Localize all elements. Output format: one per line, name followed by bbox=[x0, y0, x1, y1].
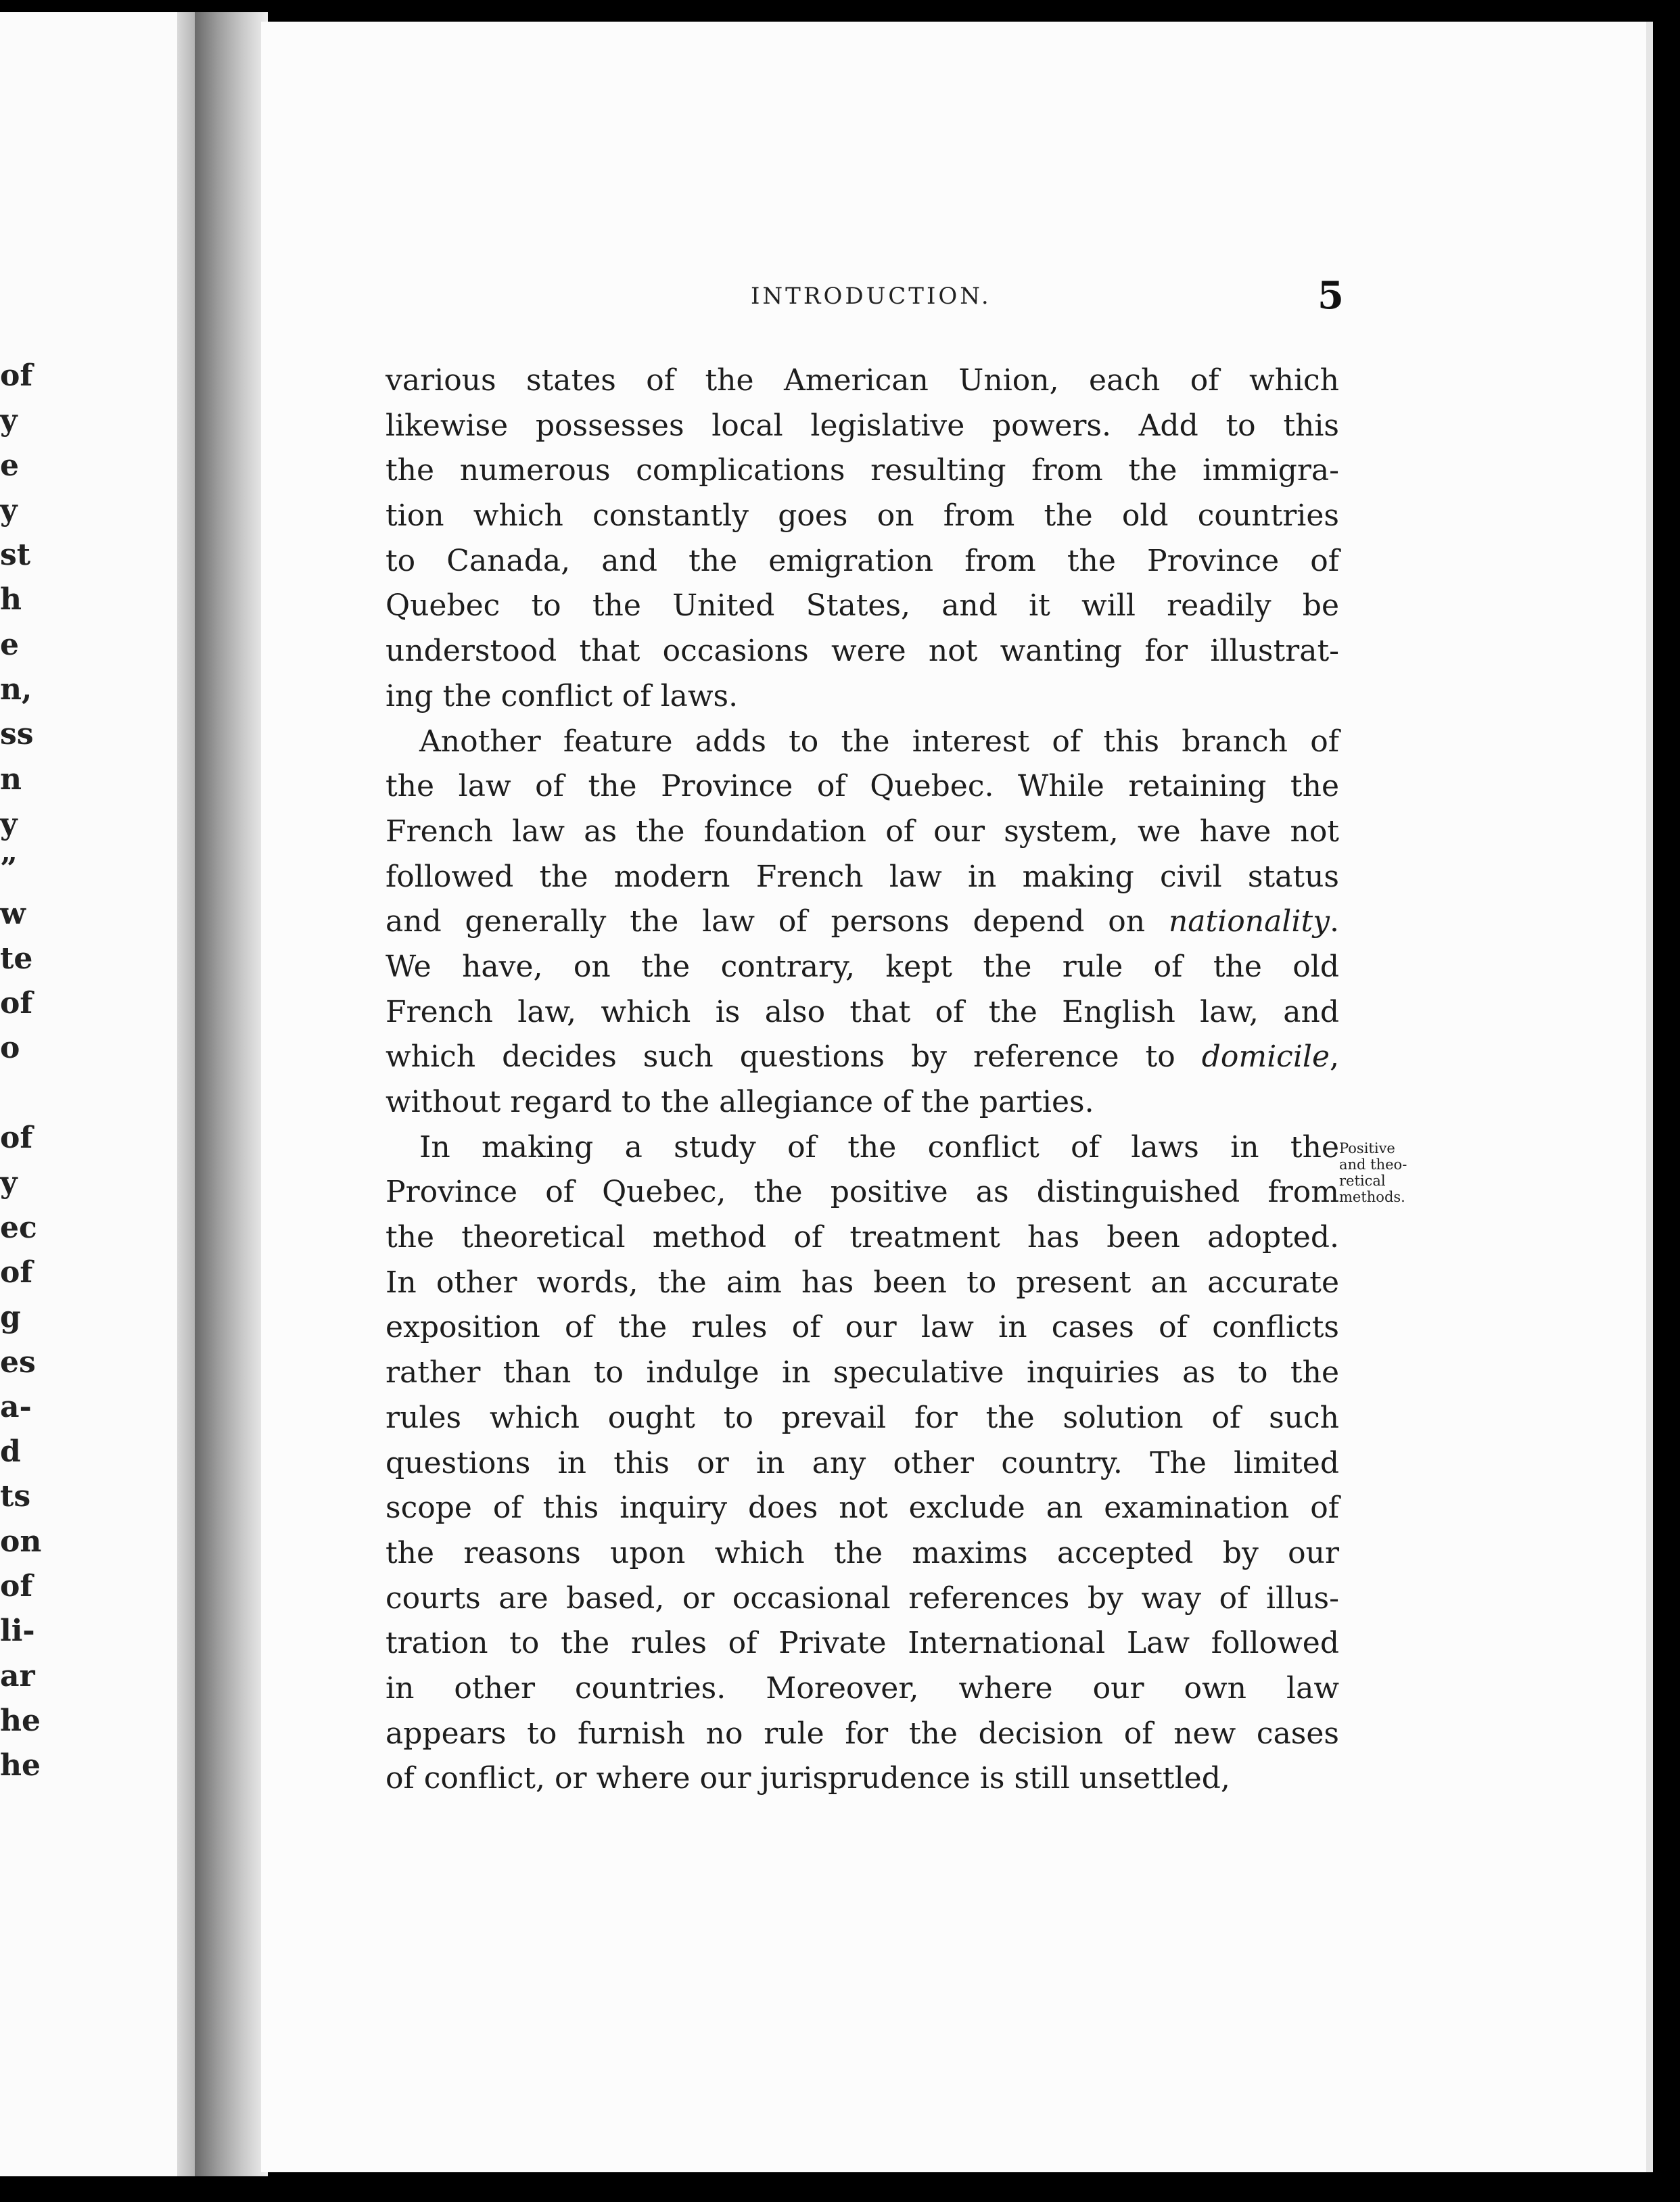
edge-fragment: h bbox=[0, 582, 22, 617]
edge-fragment: e bbox=[0, 627, 19, 662]
edge-fragment: of bbox=[0, 1255, 33, 1290]
text-line: the theoretical method of treatment has been adopted. bbox=[386, 1220, 1339, 1255]
binding-strip bbox=[177, 12, 195, 2176]
edge-fragment: he bbox=[0, 1703, 41, 1738]
text-line: likewise possesses local legislative powers. Add to this bbox=[386, 408, 1339, 443]
edge-fragment: li- bbox=[0, 1614, 35, 1649]
previous-page-edge-text bbox=[0, 354, 41, 1789]
text-line: without regard to the allegiance of the parties. bbox=[386, 1085, 1094, 1119]
text-line: tration to the rules of Private International Law followed bbox=[386, 1626, 1339, 1661]
edge-fragment: o bbox=[0, 1031, 20, 1066]
text-line: rules which ought to prevail for the solution of such bbox=[386, 1400, 1339, 1435]
text-line: French law, which is also that of the English law, and bbox=[386, 994, 1339, 1029]
text-line: understood that occasions were not wanting for illustrat- bbox=[386, 634, 1339, 669]
paragraph-1 bbox=[386, 358, 1339, 720]
text-line: the law of the Province of Quebec. While retaining the bbox=[386, 769, 1339, 804]
edge-fragment: te bbox=[0, 941, 33, 976]
text-line: ing the conflict of laws. bbox=[386, 678, 739, 713]
edge-fragment: w bbox=[0, 896, 26, 931]
text-line: scope of this inquiry does not exclude an examination of bbox=[386, 1491, 1339, 1526]
page-edge bbox=[1646, 22, 1653, 2172]
text-line: to Canada, and the emigration from the Province of bbox=[386, 543, 1339, 578]
edge-fragment: ec bbox=[0, 1210, 37, 1245]
body-text bbox=[386, 358, 1339, 1802]
text-line: various states of the American Union, each of which bbox=[386, 363, 1339, 398]
edge-fragment: he bbox=[0, 1748, 41, 1783]
edge-fragment: ss bbox=[0, 717, 34, 752]
text-line: Another feature adds to the interest of this branch of bbox=[419, 724, 1339, 759]
edge-fragment: of bbox=[0, 358, 33, 393]
text-line: of conflict, or where our jurisprudence is still unsettled, bbox=[386, 1761, 1230, 1796]
edge-fragment: n bbox=[0, 762, 22, 797]
edge-fragment: of bbox=[0, 1121, 33, 1156]
edge-fragment: y bbox=[0, 492, 18, 528]
edge-fragment: y bbox=[0, 1165, 18, 1200]
text-line: rather than to indulge in speculative inquiries as to the bbox=[386, 1355, 1339, 1390]
edge-fragment: st bbox=[0, 538, 31, 573]
edge-fragment: y bbox=[0, 806, 18, 841]
page-number: 5 bbox=[1317, 273, 1344, 318]
margin-note-line: and theo- bbox=[1339, 1156, 1407, 1173]
edge-fragment: d bbox=[0, 1434, 21, 1470]
edge-fragment: ” bbox=[0, 851, 18, 887]
edge-fragment: of bbox=[0, 1569, 33, 1604]
running-head: INTRODUCTION. bbox=[751, 283, 991, 310]
edge-fragment: e bbox=[0, 448, 19, 483]
margin-note bbox=[1339, 1140, 1441, 1205]
previous-page bbox=[0, 12, 195, 2176]
text-line: tion which constantly goes on from the old countries bbox=[386, 498, 1339, 534]
text-line: and generally the law of persons depend on nationality. bbox=[386, 904, 1339, 939]
text-line: French law as the foundation of our system, we have not bbox=[386, 814, 1339, 849]
text-line: Province of Quebec, the positive as distinguished from bbox=[386, 1175, 1339, 1210]
text-line: In other words, the aim has been to present an accurate bbox=[386, 1265, 1339, 1300]
text-line: the reasons upon which the maxims accepted by our bbox=[386, 1535, 1339, 1570]
text-line: questions in this or in any other country. The limited bbox=[386, 1445, 1339, 1480]
edge-fragment: g bbox=[0, 1300, 21, 1335]
margin-note-line: methods. bbox=[1339, 1189, 1405, 1205]
text-line: appears to furnish no rule for the decision of new cases bbox=[386, 1716, 1339, 1751]
edge-fragment bbox=[0, 1071, 41, 1116]
edge-fragment: on bbox=[0, 1524, 42, 1559]
text-line: in other countries. Moreover, where our own law bbox=[386, 1670, 1339, 1706]
text-line: We have, on the contrary, kept the rule of the old bbox=[386, 949, 1339, 984]
text-line: followed the modern French law in making civil status bbox=[386, 859, 1339, 894]
text-line: Quebec to the United States, and it will readily be bbox=[386, 588, 1339, 624]
book-gutter bbox=[195, 12, 268, 2176]
edge-fragment: y bbox=[0, 403, 18, 438]
edge-fragment: ar bbox=[0, 1658, 35, 1693]
margin-note-line: Positive bbox=[1339, 1140, 1395, 1156]
paragraph-2 bbox=[386, 720, 1339, 1125]
text-line: exposition of the rules of our law in cases of conflicts bbox=[386, 1310, 1339, 1345]
edge-fragment: es bbox=[0, 1344, 36, 1380]
text-line: courts are based, or occasional references by way of illus- bbox=[386, 1580, 1339, 1616]
edge-fragment: of bbox=[0, 986, 33, 1021]
edge-fragment: n, bbox=[0, 672, 32, 707]
edge-fragment: a- bbox=[0, 1389, 32, 1424]
paragraph-3 bbox=[386, 1125, 1339, 1802]
text-line: In making a study of the conflict of laws in the bbox=[419, 1129, 1339, 1165]
text-line: which decides such questions by reference to domicile, bbox=[386, 1039, 1339, 1075]
text-line: the numerous complications resulting from the immigra- bbox=[386, 453, 1339, 488]
margin-note-line: retical bbox=[1339, 1173, 1386, 1189]
edge-fragment: ts bbox=[0, 1479, 31, 1514]
